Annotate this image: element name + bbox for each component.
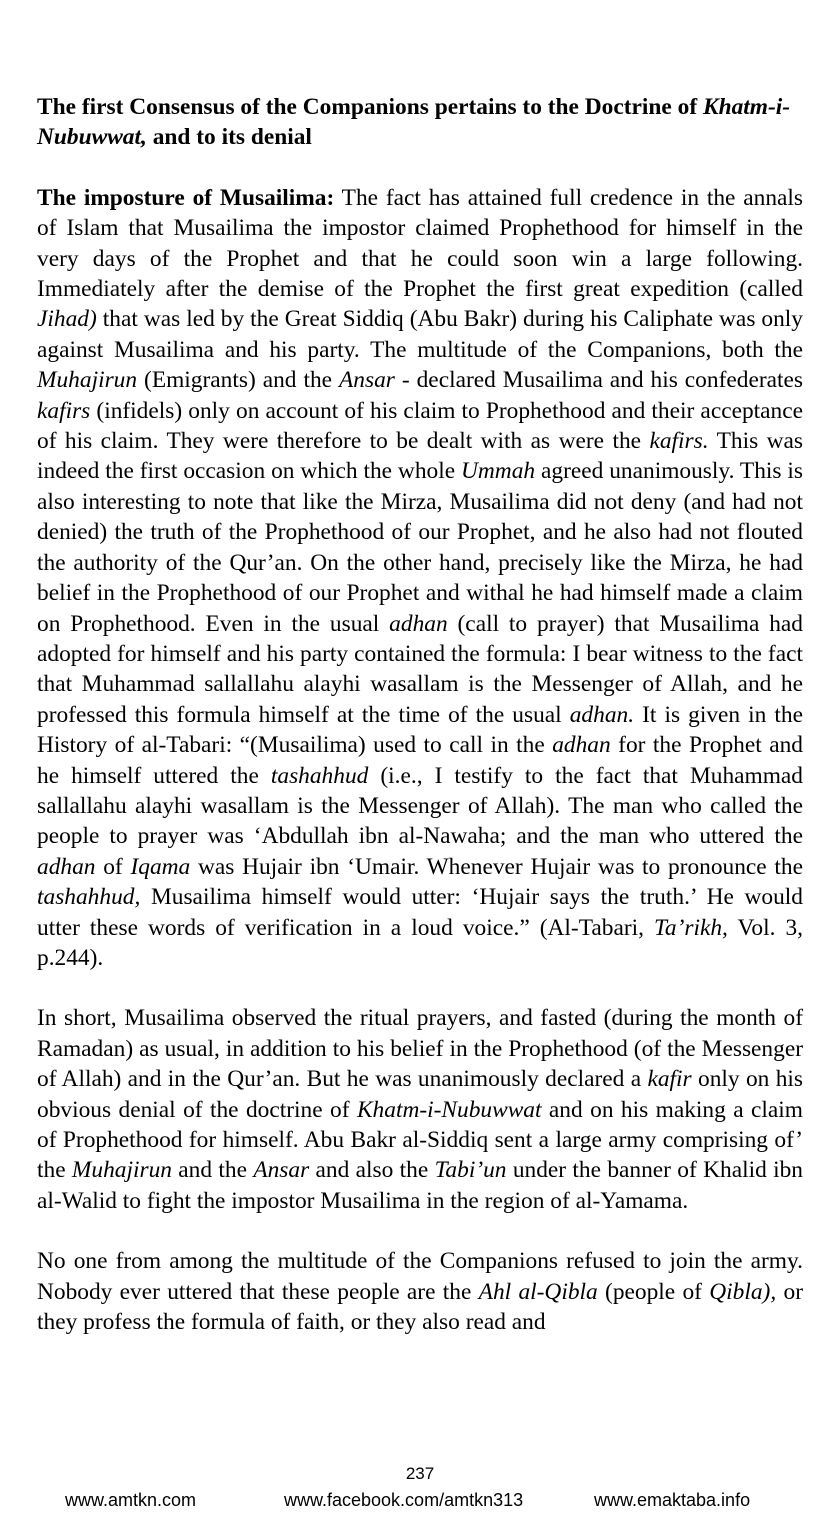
italic-term: Tabi’un	[434, 1157, 507, 1184]
footer-link-right[interactable]: www.emaktaba.info	[594, 1490, 751, 1510]
italic-term: Iqama	[130, 853, 191, 880]
footer-link-left[interactable]: www.amtkn.com	[65, 1490, 197, 1510]
heading-text-end: and to its denial	[146, 124, 312, 151]
footer-link-center[interactable]: www.facebook.com/amtkn313	[284, 1490, 524, 1510]
section-heading	[37, 92, 803, 153]
text-run: under the banner of Khalid ibn al-Walid to fight the impostor Musailima in the region of al-Yamama.	[37, 1157, 803, 1214]
text-run: This was indeed the first occasion on which the whole	[37, 428, 803, 485]
text-run: or they profess the formula of faith, or they also read and	[37, 1278, 803, 1336]
paragraph	[37, 183, 803, 974]
text-run: The fact has attained full credence in the annals of Islam that Musailima the impostor claimed Prophethood for himself in the very days of the Prophet and that he could soon win a large following. Immediately after the demise of the Prophet the first great expedition (called	[37, 184, 803, 303]
italic-term: adhan.	[569, 701, 635, 728]
bold-run: The imposture of Musailima:	[37, 184, 335, 211]
italic-term: Khatm-i-Nubuwwat	[356, 1096, 542, 1123]
italic-term: Ansar	[253, 1157, 310, 1184]
text-run: and the	[171, 1157, 254, 1184]
page-number: 237	[405, 1464, 435, 1483]
text-run: for the Prophet and he himself uttered the	[37, 732, 803, 789]
page-content	[37, 92, 803, 1337]
italic-term: tashahhud	[270, 762, 369, 789]
text-run: that was led by the Great Siddiq (Abu Bakr) during his Caliphate was only against Musailima and his party. The multitude of the Companions, both the	[37, 306, 803, 363]
text-run: was Hujair ibn ‘Umair. Whenever Hujair was to pronounce the	[190, 853, 804, 880]
italic-term: adhan	[389, 610, 448, 637]
text-run: (Emigrants) and the	[137, 367, 339, 394]
italic-term: Jihad)	[37, 306, 97, 333]
italic-term: Qibla),	[709, 1278, 777, 1305]
italic-term: Ansar	[339, 367, 395, 394]
page-footer	[0, 1490, 840, 1514]
heading-text: The first Consensus of the Companions pertains to the Doctrine of	[37, 94, 703, 120]
italic-term: Muhajirun	[37, 367, 138, 394]
text-run: of	[95, 853, 131, 880]
text-run: (infidels) only on account of his claim to Prophethood and their acceptance of his claim. They were therefore to be dealt with as were the	[37, 397, 803, 455]
italic-term: Ta’rikh,	[654, 914, 728, 941]
text-run: and on his making a claim of Prophethood for himself. Abu Bakr al-Siddiq sent a large army comprising of’ the	[37, 1096, 803, 1184]
text-run: Musailima himself would utter: ‘Hujair says the truth.’ He would utter these words of verification in a loud voice.” (Al-Tabari,	[37, 884, 803, 941]
text-run: It is given in the History of al-Tabari: “(Musailima) used to call in the	[37, 701, 803, 759]
italic-term: Ahl al-Qibla	[478, 1278, 598, 1305]
text-run: - declared Musailima and his confederates	[394, 367, 803, 394]
text-run: only on his obvious denial of the doctrine of	[37, 1066, 803, 1123]
text-run: No one from among the multitude of the Companions refused to join the army. Nobody ever uttered that these people are the	[37, 1248, 803, 1305]
text-run: In short, Musailima observed the ritual prayers, and fasted (during the month of Ramadan) as usual, in addition to his belief in the Prophethood (of the Messenger of Allah) and in the Qur’an. But he was unanimously declared a	[37, 1005, 803, 1093]
text-run: (people of	[597, 1278, 710, 1305]
text-run: Vol. 3, p.244).	[37, 914, 803, 971]
paragraph	[37, 1246, 803, 1337]
italic-term: adhan	[552, 732, 611, 759]
text-run: (call to prayer) that Musailima had adopted for himself and his party contained the formula: I bear witness to the fact that Muhammad sallallahu alayhi wasallam is the Messenger of Allah, and he professed this formula himself at the time of the usual	[37, 610, 803, 728]
italic-term: Ummah	[461, 458, 536, 485]
text-run: and also the	[309, 1157, 435, 1184]
italic-term: tashahhud,	[37, 884, 141, 911]
text-run: (i.e., I testify to the fact that Muhammad sallallahu alayhi wasallam is the Messenger of Allah). The man who called the people to prayer was ‘Abdullah ibn al-Nawaha; and the man who uttered the	[37, 762, 803, 850]
italic-term: Muhajirun	[71, 1157, 172, 1184]
italic-term: adhan	[37, 853, 96, 880]
italic-term: kafir	[647, 1066, 692, 1093]
italic-term: kafirs	[37, 397, 91, 424]
paragraph	[37, 1003, 803, 1216]
italic-term: kafirs.	[649, 428, 709, 455]
heading-italic-term: Khatm-i-Nubuwwat,	[37, 94, 791, 151]
text-run: agreed unanimously. This is also interesting to note that like the Mirza, Musailima did not deny (and had not denied) the truth of the Prophethood of our Prophet, and he also had not flouted the authority of the Qur’an. On the other hand, precisely like the Mirza, he had belief in the Prophethood of our Prophet and withal he had himself made a claim on Prophethood. Even in the usual	[37, 458, 803, 637]
